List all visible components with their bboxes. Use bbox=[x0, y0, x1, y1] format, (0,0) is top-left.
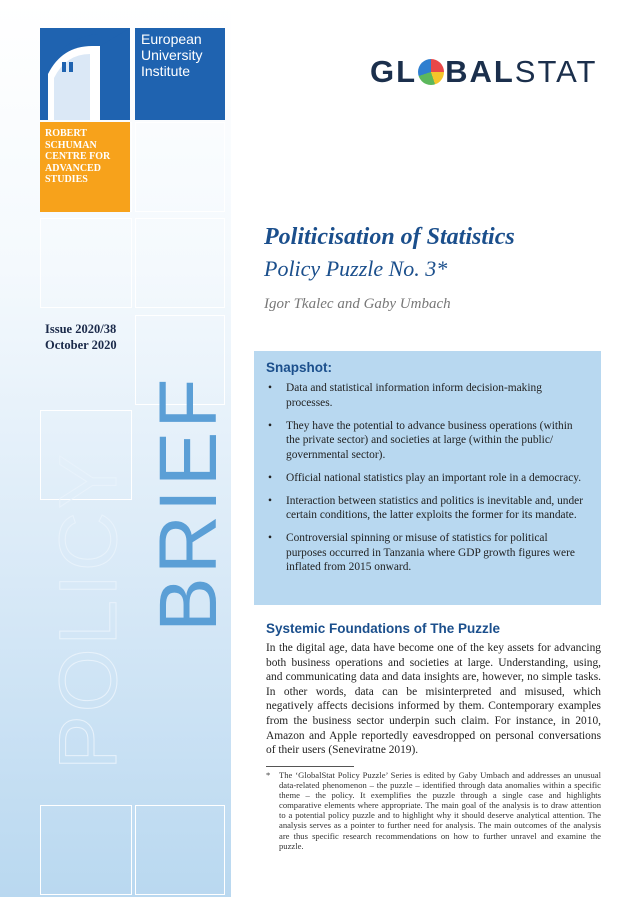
snapshot-heading: Snapshot: bbox=[266, 360, 332, 375]
logo-line: University bbox=[141, 47, 203, 63]
rsc-label bbox=[40, 122, 130, 212]
list-item: • Interaction between statistics and politics is inevitable and, under certain conditions, the latter exploits the former for its mandate. bbox=[264, 494, 589, 523]
issue-number: Issue 2020/38 bbox=[45, 322, 117, 336]
list-item: • Controversial spinning or misuse of statistics for political purposes occurred in Tanzania where GDP growth figures were inflated from 2015 onward. bbox=[264, 531, 589, 575]
tower-icon bbox=[40, 28, 130, 120]
eui-logo-emblem bbox=[40, 28, 130, 120]
footnote bbox=[266, 770, 601, 851]
logo-line: Institute bbox=[141, 63, 191, 79]
rsc-line: SCHUMAN bbox=[45, 139, 97, 151]
rsc-line: ADVANCED bbox=[45, 162, 101, 174]
brand-part: GL bbox=[370, 54, 418, 89]
section-heading: Systemic Foundations of The Puzzle bbox=[266, 621, 501, 636]
grid-box bbox=[135, 218, 225, 308]
document-subtitle: Policy Puzzle No. 3* bbox=[264, 256, 448, 281]
snapshot-box bbox=[254, 351, 601, 605]
eui-logo-text bbox=[135, 28, 225, 120]
brand-part: STAT bbox=[514, 54, 598, 89]
globe-icon bbox=[418, 59, 444, 85]
body-paragraph: In the digital age, data have become one of the key assets for advancing both business operations and societies at large. Understanding, using, and communicating data and data insights are, however, no simple tasks. In other words, data can be misinterpreted and misused, which negatively affects decisions informed by them. Contemporary examples from the business sector underpin such claim. For instance, in 2010, Amazon and Apple reportedly eavesdropped on personal conversations of their users (Seneviratne 2019). bbox=[266, 642, 601, 757]
globalstat-logo bbox=[370, 54, 597, 90]
vertical-word-brief: BRIEF bbox=[143, 375, 234, 632]
snapshot-list bbox=[264, 381, 589, 583]
vertical-word-policy: POLICY bbox=[43, 451, 134, 770]
footnote-mark: * bbox=[266, 770, 271, 780]
grid-box bbox=[40, 805, 132, 895]
list-item: • Data and statistical information inform decision-making processes. bbox=[264, 381, 589, 410]
footnote-text: The ‘GlobalStat Policy Puzzle’ Series is edited by Gaby Umbach and addresses an unusual data-related phenomenon – the puzzle – identified through data anomalies within a specific theme – the policy. It exemplifies the puzzle through a single case and highlights comparative elements where appropriate. The main goal of the analysis is to draw attention to a potential policy puzzle and to highlight why it should deserve analytical attention. The analysis serves as a pointer to further need for analysis. The main outcomes of the analysis are thus specific research recommendations on how to further unravel and examine the puzzle. bbox=[279, 770, 601, 851]
logo-line: European bbox=[141, 31, 202, 47]
issue-info bbox=[45, 321, 117, 353]
footnote-divider bbox=[266, 766, 354, 767]
grid-box bbox=[135, 805, 225, 895]
authors: Igor Tkalec and Gaby Umbach bbox=[264, 296, 451, 312]
sidebar bbox=[0, 0, 234, 897]
grid-box bbox=[40, 218, 132, 308]
list-item: • They have the potential to advance business operations (within the private sector) and societies at large (within the public/ governmental sector). bbox=[264, 419, 589, 463]
brand-part: BAL bbox=[445, 54, 515, 89]
grid-box bbox=[135, 122, 225, 212]
list-item: • Official national statistics play an important role in a democracy. bbox=[264, 471, 589, 486]
rsc-line: ROBERT bbox=[45, 128, 87, 139]
issue-date: October 2020 bbox=[45, 338, 117, 352]
rsc-line: STUDIES bbox=[45, 174, 88, 185]
rsc-line: CENTRE FOR bbox=[45, 151, 111, 162]
document-title: Politicisation of Statistics bbox=[264, 224, 515, 250]
